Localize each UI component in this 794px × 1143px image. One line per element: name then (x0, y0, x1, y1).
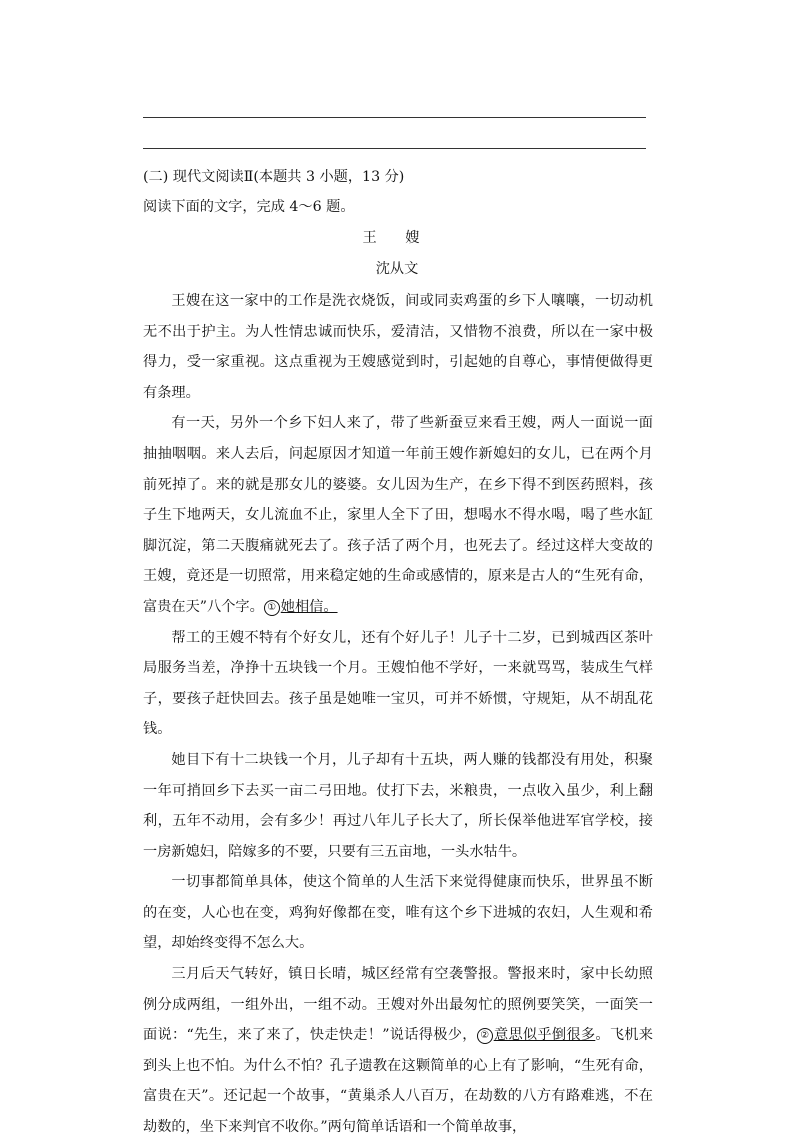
article-author: 沈从文 (375, 261, 419, 277)
paragraph-1: 王嫂在这一家中的工作是洗衣烧饭，间或同卖鸡蛋的乡下人嚷嚷，一切动机无不出于护主。为人性情忠诚而快乐，爱清洁，又惜物不浪费，所以在一家中极得力，受一家重视。这点重视为王嫂感觉到时，引起她的自尊心，事情便做得更有条理。 (143, 293, 653, 401)
circled-number-2: ② (477, 1028, 493, 1044)
reading-instruction: 阅读下面的文字，完成 4～6 题。 (143, 199, 355, 215)
paragraph-4: 她目下有十二块钱一个月，儿子却有十五块，两人赚的钱都没有用处，积聚一年可捎回乡下去买一亩二弓田地。仗打下去，米粮贵，一点收入虽少，利上翻利，五年不动用，会有多少！再过八年儿子长大了，所长保举他进军官学校，接一房新媳妇，陪嫁多的不要，只要有三五亩地，一头水牯牛。 (143, 751, 653, 860)
paragraph-5: 一切事都简单具体，使这个简单的人生活下来觉得健康而快乐，世界虽不断的在变，人心也在变，鸡狗好像都在变，唯有这个乡下进城的农妇，人生观和希望，却始终变得不怎么大。 (143, 874, 653, 952)
answer-line (143, 117, 646, 118)
paragraph-2: 有一天，另外一个乡下妇人来了，带了些新蚕豆来看王嫂，两人一面说一面抽抽咽咽。来人去后，问起原因才知道一年前王嫂作新媳妇的女儿，已在两个月前死掉了。来的就是那女儿的婆婆。女儿因为生产，在乡下得不到医药照料，孩子生下地两天，女儿流血不止，家里人全下了田，想喝水不得水喝，喝了些水缸脚沉淀，第二天腹痛就死去了。孩子活了两个月，也死去了。经过这样大变故的王嫂，竟还是一切照常，用来稳定她的生命或感情的，原来是古人的“生死有命，富贵在天”八个字。 ① 她相信。 (143, 415, 653, 615)
paragraph-6: 三月后天气转好，镇日长晴，城区经常有空袭警报。警报来时，家中长幼照例分成两组，一组外出，一组不动。王嫂对外出最匆忙的照例要笑笑，一面笑一面说：“先生，来了来了，快走快走！”说话得极少， ② 意思似乎倒很多。飞机来到头上也不怕。为什么不怕？孔子遗教在这颗简单的心上有了影响，“生死有命，富贵在天”。还记起一个故事，“黄巢杀人八百万，在劫数的八方有路难逃，不在劫数的，坐下来判官不收你。”两句简单话语和一个简单故事， (143, 966, 653, 1136)
underlined-sentence-2: 意思似乎倒很多 (493, 1027, 596, 1044)
answer-line (143, 148, 646, 149)
circled-number-1: ① (264, 600, 280, 616)
paragraph-3: 帮工的王嫂不特有个好女儿，还有个好儿子！儿子十二岁，已到城西区茶叶局服务当差，净挣十五块钱一个月。王嫂怕他不学好，一来就骂骂，装成生气样子，要孩子赶快回去。孩子虽是她唯一宝贝，可并不娇惯，守规矩，从不胡乱花钱。 (143, 629, 653, 738)
article-title: 王 嫂 (362, 230, 432, 246)
article-body (143, 286, 653, 1143)
underlined-sentence-1: 她相信。 (280, 598, 338, 615)
section-heading: (二) 现代文阅读Ⅱ(本题共 3 小题，13 分) (143, 169, 405, 185)
